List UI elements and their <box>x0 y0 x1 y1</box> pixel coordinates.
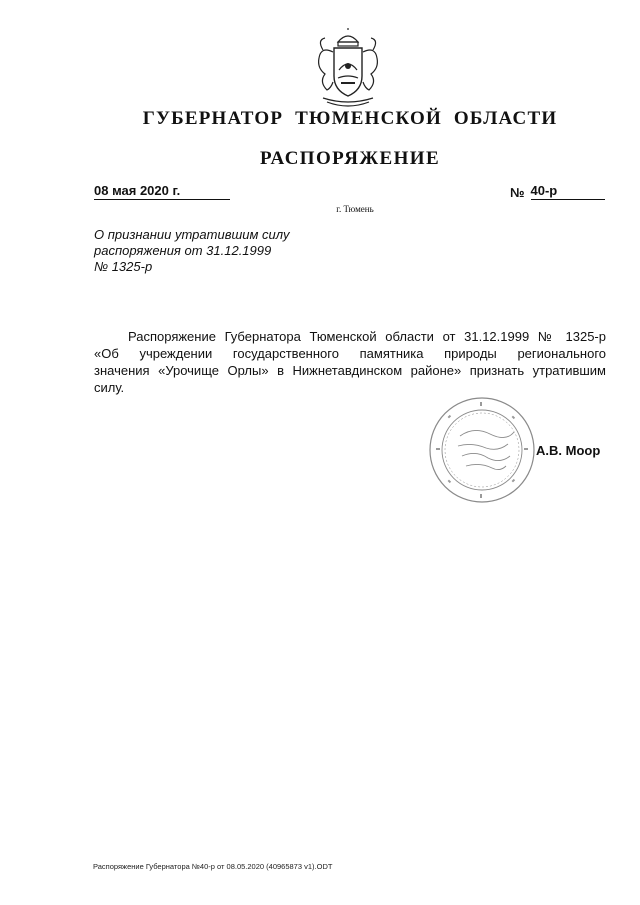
body-paragraph <box>94 328 606 396</box>
body-line: силу. <box>94 380 125 395</box>
subject-block <box>94 227 334 275</box>
number-sign: № <box>510 185 525 200</box>
document-type-title: РАСПОРЯЖЕНИЕ <box>259 148 441 169</box>
body-line: «Об учреждении государственного памятника природы регионального <box>94 346 606 361</box>
subject-line: № 1325-р <box>94 259 153 274</box>
body-line: значения «Урочище Орлы» в Нижнетавдинском районе» признать утратившим <box>94 363 606 378</box>
body-line: Распоряжение Губернатора Тюменской области от 31.12.1999 № 1325-р <box>128 329 606 344</box>
document-footer: Распоряжение Губернатора №40-р от 08.05.2020 (40965873 v1).ODT <box>93 862 333 871</box>
document-number: 40-р <box>531 183 606 200</box>
signer-name: А.В. Моор <box>536 443 601 458</box>
official-seal-icon <box>428 396 536 504</box>
document-number-field <box>510 183 605 200</box>
city-label: г. Тюмень <box>336 204 374 214</box>
subject-line: распоряжения от 31.12.1999 <box>94 243 272 258</box>
subject-line: О признании утратившим силу <box>94 227 290 242</box>
tyumen-coat-of-arms-icon <box>305 28 391 112</box>
authority-title: ГУБЕРНАТОР ТЮМЕНСКОЙ ОБЛАСТИ <box>142 108 558 129</box>
document-date: 08 мая 2020 г. <box>94 183 230 200</box>
